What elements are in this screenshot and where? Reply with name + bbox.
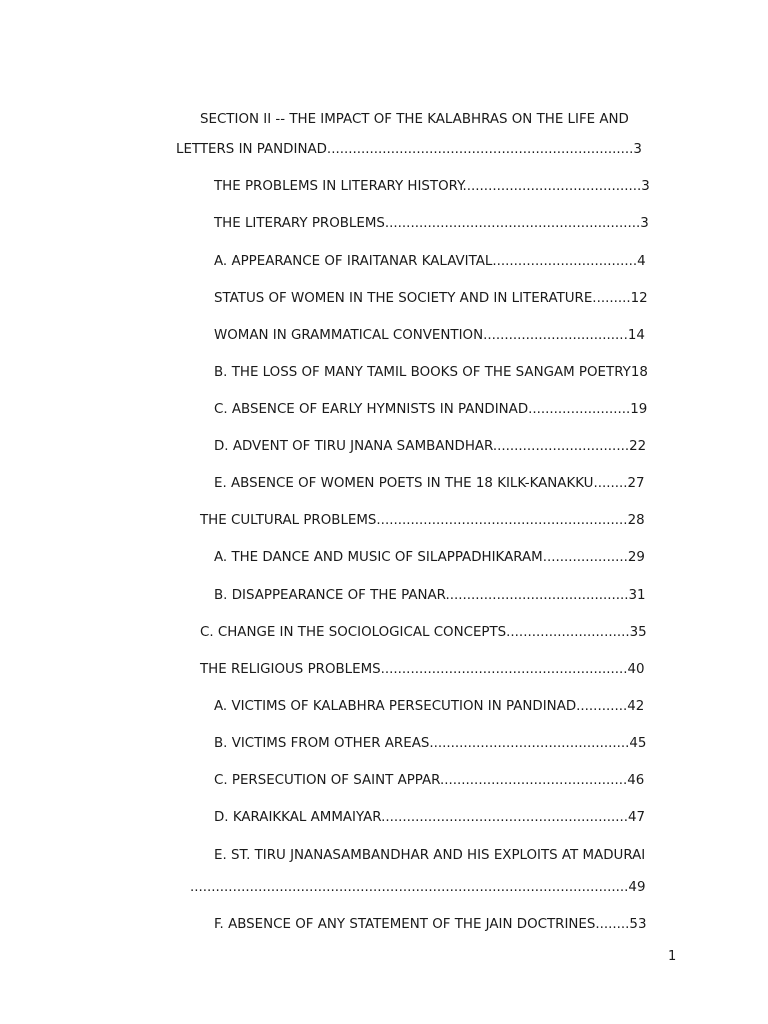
toc-entry: A. VICTIMS OF KALABHRA PERSECUTION IN PANDINAD............42 [214, 699, 645, 714]
toc-entry: D. ADVENT OF TIRU JNANA SAMBANDHAR................................22 [214, 439, 647, 454]
toc-entry: E. ST. TIRU JNANASAMBANDHAR AND HIS EXPLOITS AT MADURAI [214, 848, 646, 863]
toc-entry: THE PROBLEMS IN LITERARY HISTORY..........................................3 [214, 179, 650, 194]
toc-entry: C. ABSENCE OF EARLY HYMNISTS IN PANDINAD........................19 [214, 402, 648, 417]
page-number: 1 [668, 949, 677, 964]
toc-entry: D. KARAIKKAL AMMAIYAR..........................................................47 [214, 810, 646, 825]
toc-entry: B. VICTIMS FROM OTHER AREAS...............................................45 [214, 736, 647, 751]
toc-entry: THE RELIGIOUS PROBLEMS..........................................................40 [200, 662, 645, 677]
toc-entry: C. CHANGE IN THE SOCIOLOGICAL CONCEPTS.............................35 [200, 625, 647, 640]
toc-entry: E. ABSENCE OF WOMEN POETS IN THE 18 KILK-KANAKKU........27 [214, 476, 645, 491]
toc-entry: THE CULTURAL PROBLEMS...........................................................28 [200, 513, 645, 528]
toc-entry: B. THE LOSS OF MANY TAMIL BOOKS OF THE SANGAM POETRY18 [214, 365, 648, 380]
toc-entry: WOMAN IN GRAMMATICAL CONVENTION..................................14 [214, 328, 645, 343]
toc-entry: F. ABSENCE OF ANY STATEMENT OF THE JAIN DOCTRINES........53 [214, 917, 647, 932]
toc-entry: LETTERS IN PANDINAD........................................................................3 [176, 142, 642, 157]
toc-entry: .......................................................................................................49 [190, 880, 646, 895]
toc-entry: A. APPEARANCE OF IRAITANAR KALAVITAL..................................4 [214, 254, 646, 269]
toc-section-heading: SECTION II -- THE IMPACT OF THE KALABHRAS ON THE LIFE AND [200, 112, 629, 127]
toc-entry: STATUS OF WOMEN IN THE SOCIETY AND IN LITERATURE.........12 [214, 291, 648, 306]
toc-entry: A. THE DANCE AND MUSIC OF SILAPPADHIKARAM....................29 [214, 550, 645, 565]
toc-entry: THE LITERARY PROBLEMS............................................................3 [214, 216, 649, 231]
toc-entry: B. DISAPPEARANCE OF THE PANAR...........................................31 [214, 588, 646, 603]
toc-entry: C. PERSECUTION OF SAINT APPAR............................................46 [214, 773, 645, 788]
